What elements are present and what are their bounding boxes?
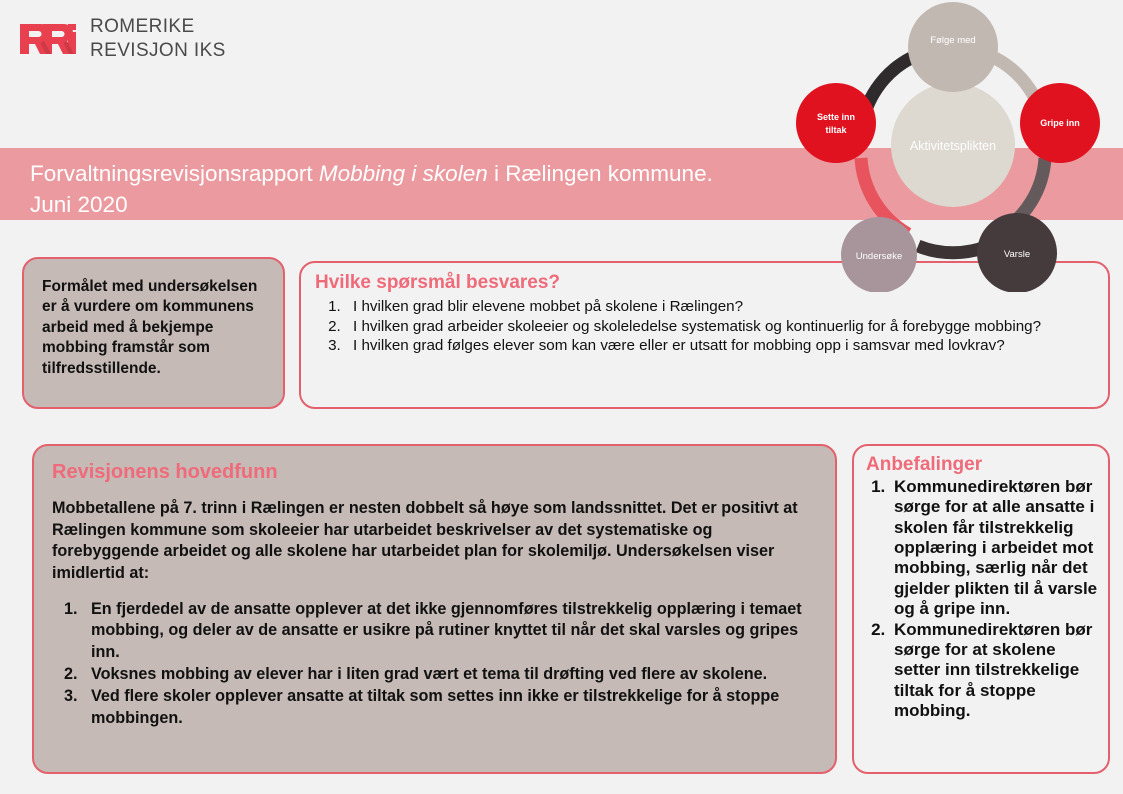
findings-card bbox=[32, 444, 837, 774]
report-title-prefix: Forvaltningsrevisjonsrapport bbox=[30, 161, 319, 186]
findings-intro-text: Mobbetallene på 7. trinn i Rælingen er nesten dobbelt så høye som landssnittet. Det er positivt at Rælingen kommune som skoleeier har utarbeidet beskrivelser av det systematiske og forebyggende arbeidet og alle skolene har utarbeidet plan for skolemiljø. Undersøkelsen viser imidlertid at: bbox=[52, 499, 798, 583]
brand-name-line2: REVISJON IKS bbox=[90, 40, 226, 61]
cycle-node-varsle-label: Varsle bbox=[1003, 249, 1031, 260]
list-item: 1. I hvilken grad blir elevene mobbet på skolene i Rælingen? bbox=[345, 297, 1094, 317]
list-item: 1. Kommunedirektøren bør sørge for at alle ansatte i skolen får tilstrekkelig opplæring i arbeidet mot mobbing, særlig når det gjelder plikten til å varsle og å gripe inn. bbox=[890, 477, 1098, 620]
aktivitetsplikten-cycle-diagram bbox=[783, 0, 1123, 292]
cycle-node-sette-inn-tiltak bbox=[796, 83, 876, 163]
list-item: 2. I hvilken grad arbeider skoleeier og skoleledelse systematisk og kontinuerlig for å forebygge mobbing? bbox=[345, 317, 1094, 337]
purpose-card bbox=[22, 257, 285, 409]
recommendations-heading: Anbefalinger bbox=[866, 454, 983, 475]
report-title-suffix: i Rælingen kommune. bbox=[487, 161, 713, 186]
findings-list bbox=[52, 599, 819, 729]
list-item: 1. En fjerdedel av de ansatte opplever at det ikke gjennomføres tilstrekkelig opplæring i temaet mobbing, og deler av de ansatte er usikre på rutiner knyttet til når det skal varsles og gripes inn. bbox=[82, 599, 819, 663]
recommendations-card bbox=[852, 444, 1110, 774]
cycle-node-folge-med bbox=[908, 2, 998, 92]
questions-heading: Hvilke spørsmål besvares? bbox=[315, 272, 561, 293]
brand-name bbox=[90, 15, 226, 63]
questions-list bbox=[315, 297, 1094, 356]
purpose-text: Formålet med undersøkelsen er å vurdere om kommunens arbeid med å bekjempe mobbing framstår som tilfredsstillende. bbox=[42, 278, 258, 377]
brand-name-line1: ROMERIKE bbox=[90, 16, 195, 38]
list-item: 3. I hvilken grad følges elever som kan være eller er utsatt for mobbing opp i samsvar med lovkrav? bbox=[345, 336, 1094, 356]
list-item: 2. Kommunedirektøren bør sørge for at skolene setter inn tilstrekkelige tiltak for å stoppe mobbing. bbox=[890, 620, 1098, 722]
cycle-center-label: Aktivitetsplikten bbox=[909, 139, 997, 153]
cycle-node-sette-inn-tiltak-label-line2: tiltak bbox=[825, 125, 847, 135]
list-item: 2. Voksnes mobbing av elever har i liten grad vært et tema til drøfting ved flere av skolene. bbox=[82, 664, 819, 685]
recommendations-list bbox=[866, 477, 1098, 722]
cycle-node-undersoke-label: Undersøke bbox=[855, 251, 903, 262]
list-item: 3. Ved flere skoler opplever ansatte at tiltak som settes inn ikke er tilstrekkelige for å stoppe mobbingen. bbox=[82, 686, 819, 729]
findings-heading: Revisjonens hovedfunn bbox=[52, 461, 278, 483]
brand-logo bbox=[18, 14, 226, 64]
cycle-node-folge-med-label: Følge med bbox=[930, 35, 976, 46]
rri-logo-icon bbox=[18, 14, 78, 64]
report-date: Juni 2020 bbox=[30, 192, 128, 218]
cycle-node-gripe-inn-label: Gripe inn bbox=[1040, 118, 1080, 128]
report-title-italic: Mobbing i skolen bbox=[318, 161, 488, 186]
cycle-node-sette-inn-tiltak-label-line1: Sette inn bbox=[816, 112, 856, 122]
